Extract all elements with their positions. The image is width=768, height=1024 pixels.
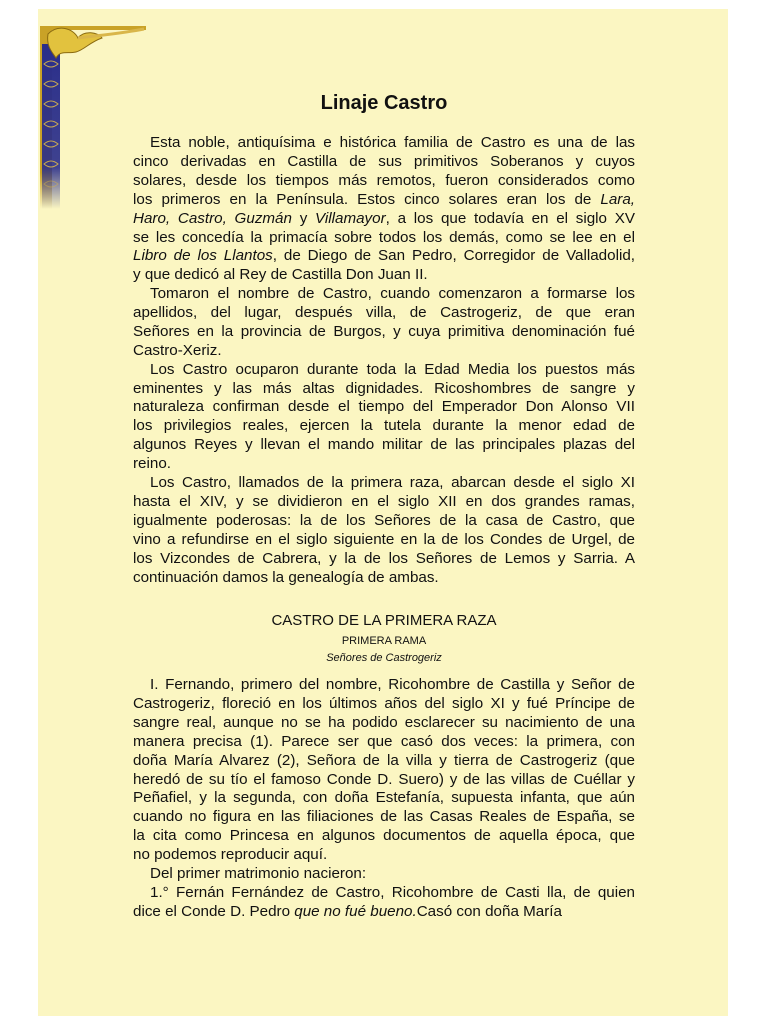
decorative-corner-ornament [38,24,148,214]
text-line: eminentes y las más altas dignidades. Ricoshombres de sangre y [133,379,635,397]
section-subheading: PRIMERA RAMA [341,635,427,647]
text-line: Esta noble, antiquísima e histórica familia de Castro es una de las [150,134,635,151]
text-line: manera precisa (1). Parece ser que casó dos veces: la primera, con [133,732,635,750]
section-heading: CASTRO DE LA PRIMERA RAZA [271,612,497,629]
text-line: los primeros en la Península. Estos cinco solares eran los de Lara, [133,190,635,208]
paragraph-2 [133,285,635,361]
text-line: Castrogeriz, floreció en los últimos años del siglo XI y fué Príncipe de [133,694,635,712]
paragraph-3 [133,361,635,474]
text-line: Señores en la provincia de Burgos, y cuya primitiva denominación fué [133,322,635,340]
paragraph-4 [133,474,635,587]
document-page [38,9,728,1016]
paragraph-1 [133,134,635,285]
text-line: los Vizcondes de Cabrera, y la de los Señores de Lemos y Sarria. A [133,549,635,567]
text-line: reino. [133,455,171,473]
text-line: Peñafiel, y la segunda, con doña Estefanía, supuesta infanta, que aún [133,789,635,807]
text-line: doña María Alvarez (2), Señora de la villa y tierra de Castrogeriz (que [133,751,635,769]
section-subtitle: Señores de Castrogeriz [326,652,442,664]
text-line: Haro, Castro, Guzmán y Villamayor, a los que todavía en el siglo XV [133,209,635,227]
page-title: Linaje Castro [320,92,448,114]
paragraph-5 [133,676,635,865]
text-line: Los Castro ocuparon durante toda la Edad Media los puestos más [150,360,635,378]
text-line: se les concedía la primacía sobre todos los demás, como se lee en el [133,228,635,246]
text-line: Libro de los Llantos, de Diego de San Pedro, Corregidor de Valladolid, [133,247,635,265]
text-line: I. Fernando, primero del nombre, Ricohombre de Castilla y Señor de [150,676,635,693]
text-line: hasta el XIV, y se dividieron en el siglo XII en dos grandes ramas, [133,492,635,510]
text-line: no podemos reproducir aquí. [133,846,328,864]
text-line: solares, desde los tiempos más remotos, fueron considerados como [133,171,635,189]
text-line: Tomaron el nombre de Castro, cuando comenzaron a formarse los [150,285,635,302]
text-line: Los Castro, llamados de la primera raza, abarcan desde el siglo XI [150,474,635,491]
text-line: los privilegios reales, ejercen la tutela durante la menor edad de [133,417,635,435]
text-line: cinco derivadas en Castilla de sus primitivos Soberanos y cuyos [133,152,635,170]
text-line: igualmente poderosas: la de los Señores de la casa de Castro, que [133,511,635,529]
text-line: y que dedicó al Rey de Castilla Don Juan II. [133,266,428,284]
paragraph-7 [133,884,635,922]
text-line: Castro-Xeriz. [133,341,222,359]
text-line: dice el Conde D. Pedro que no fué bueno.Casó con doña María [133,902,562,920]
text-line: 1.° Fernán Fernández de Castro, Ricohombre de Casti lla, de quien [150,883,635,901]
text-line: heredó de su tío el famoso Conde D. Suero) y de las villas de Cuéllar y [133,770,635,788]
text-line: la cita como Princesa en algunos documentos de aquella época, que [133,827,635,845]
text-line: sangre real, aunque no se ha podido esclarecer su nacimiento de una [133,713,635,731]
paragraph-6 [133,865,635,884]
text-line: algunos Reyes y llevan el mando militar de las principales plazas del [133,436,635,454]
text-line: apellidos, del lugar, después villa, de Castrogeriz, de que eran [133,303,635,321]
text-line: naturaleza confirman desde el tiempo del Emperador Don Alonso VII [133,398,635,416]
text-line: continuación damos la genealogía de ambas. [133,568,439,586]
text-line: Del primer matrimonio nacieron: [150,865,367,882]
text-line: vino a refundirse en el siglo siguiente en la de los Condes de Urgel, de [133,530,635,548]
text-line: cuando no figura en las filiaciones de las Casas Reales de España, se [133,808,635,826]
